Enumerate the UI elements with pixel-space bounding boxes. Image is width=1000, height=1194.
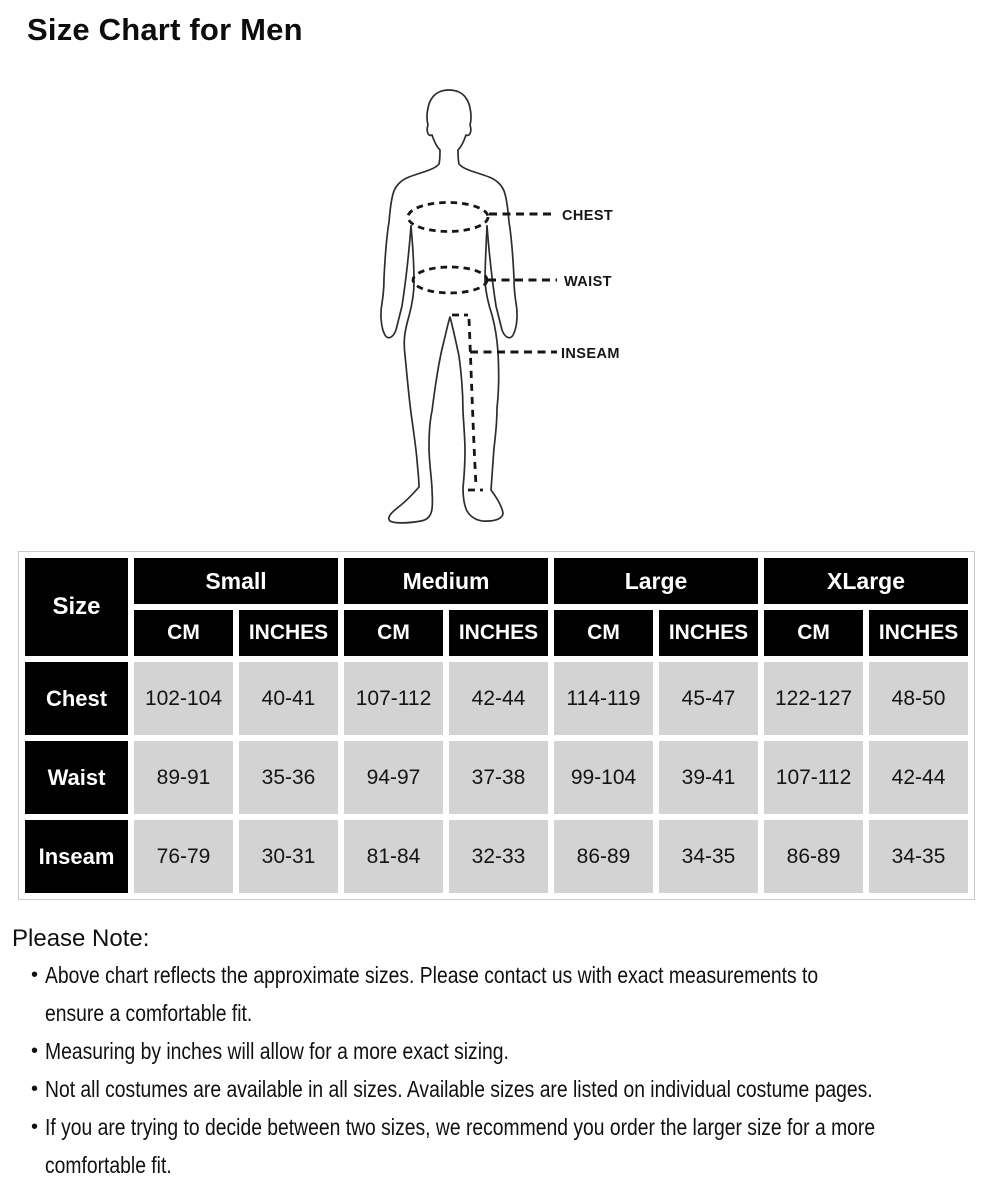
row-label-inseam: Inseam bbox=[25, 820, 128, 893]
notes-section bbox=[0, 922, 1000, 1184]
value-cell: 42-44 bbox=[869, 741, 968, 814]
table-row-chest bbox=[25, 662, 968, 735]
bullet-icon: • bbox=[31, 1078, 39, 1100]
row-label-waist: Waist bbox=[25, 741, 128, 814]
chest-measure-ellipse bbox=[408, 203, 488, 232]
value-cell: 34-35 bbox=[869, 820, 968, 893]
value-cell: 76-79 bbox=[134, 820, 233, 893]
value-cell: 40-41 bbox=[239, 662, 338, 735]
note-text: comfortable fit. bbox=[45, 1152, 172, 1178]
note-text: Above chart reflects the approximate sizes. Please contact us with exact measurements to bbox=[45, 962, 819, 988]
value-cell: 102-104 bbox=[134, 662, 233, 735]
note-text: If you are trying to decide between two sizes, we recommend you order the larger size for a more bbox=[45, 1114, 876, 1140]
body-measurement-diagram bbox=[330, 80, 670, 550]
unit-header-inches: INCHES bbox=[869, 610, 968, 656]
size-chart-table bbox=[18, 551, 975, 900]
value-cell: 30-31 bbox=[239, 820, 338, 893]
note-item bbox=[0, 1108, 1000, 1184]
size-group-header-medium: Medium bbox=[344, 558, 548, 604]
unit-header-inches: INCHES bbox=[239, 610, 338, 656]
value-cell: 99-104 bbox=[554, 741, 653, 814]
value-cell: 34-35 bbox=[659, 820, 758, 893]
value-cell: 81-84 bbox=[344, 820, 443, 893]
value-cell: 86-89 bbox=[554, 820, 653, 893]
page-title: Size Chart for Men bbox=[27, 12, 303, 47]
table-row-waist bbox=[25, 741, 968, 814]
value-cell: 107-112 bbox=[344, 662, 443, 735]
value-cell: 86-89 bbox=[764, 820, 863, 893]
bullet-icon: • bbox=[31, 1116, 39, 1138]
note-item bbox=[0, 1032, 1000, 1070]
unit-header-cm: CM bbox=[554, 610, 653, 656]
table-unit-header-row bbox=[25, 610, 968, 656]
value-cell: 89-91 bbox=[134, 741, 233, 814]
table-row-inseam bbox=[25, 820, 968, 893]
value-cell: 122-127 bbox=[764, 662, 863, 735]
note-item bbox=[0, 956, 1000, 1032]
note-item bbox=[0, 1070, 1000, 1108]
value-cell: 42-44 bbox=[449, 662, 548, 735]
size-group-header-large: Large bbox=[554, 558, 758, 604]
unit-header-cm: CM bbox=[764, 610, 863, 656]
bullet-icon: • bbox=[31, 964, 39, 986]
size-group-header-small: Small bbox=[134, 558, 338, 604]
body-diagram-svg bbox=[330, 80, 670, 550]
value-cell: 37-38 bbox=[449, 741, 548, 814]
note-text: Not all costumes are available in all sizes. Available sizes are listed on individual costume pages. bbox=[45, 1076, 873, 1102]
row-label-chest: Chest bbox=[25, 662, 128, 735]
value-cell: 32-33 bbox=[449, 820, 548, 893]
note-text: Measuring by inches will allow for a more exact sizing. bbox=[45, 1038, 509, 1064]
value-cell: 35-36 bbox=[239, 741, 338, 814]
unit-header-cm: CM bbox=[344, 610, 443, 656]
notes-heading: Please Note: bbox=[12, 925, 150, 952]
bullet-icon: • bbox=[31, 1040, 39, 1062]
chest-label: CHEST bbox=[562, 208, 614, 224]
unit-header-inches: INCHES bbox=[449, 610, 548, 656]
value-cell: 107-112 bbox=[764, 741, 863, 814]
unit-header-inches: INCHES bbox=[659, 610, 758, 656]
size-group-header-xlarge: XLarge bbox=[764, 558, 968, 604]
value-cell: 94-97 bbox=[344, 741, 443, 814]
table-corner-cell: Size bbox=[25, 558, 128, 656]
inseam-label: INSEAM bbox=[561, 346, 620, 362]
size-chart-table-wrap bbox=[18, 551, 975, 900]
waist-label: WAIST bbox=[564, 274, 612, 290]
value-cell: 39-41 bbox=[659, 741, 758, 814]
table-group-header-row bbox=[25, 558, 968, 604]
value-cell: 48-50 bbox=[869, 662, 968, 735]
value-cell: 114-119 bbox=[554, 662, 653, 735]
unit-header-cm: CM bbox=[134, 610, 233, 656]
note-text: ensure a comfortable fit. bbox=[45, 1000, 253, 1026]
waist-measure-ellipse bbox=[413, 267, 487, 293]
value-cell: 45-47 bbox=[659, 662, 758, 735]
inseam-measure-line bbox=[469, 319, 476, 486]
